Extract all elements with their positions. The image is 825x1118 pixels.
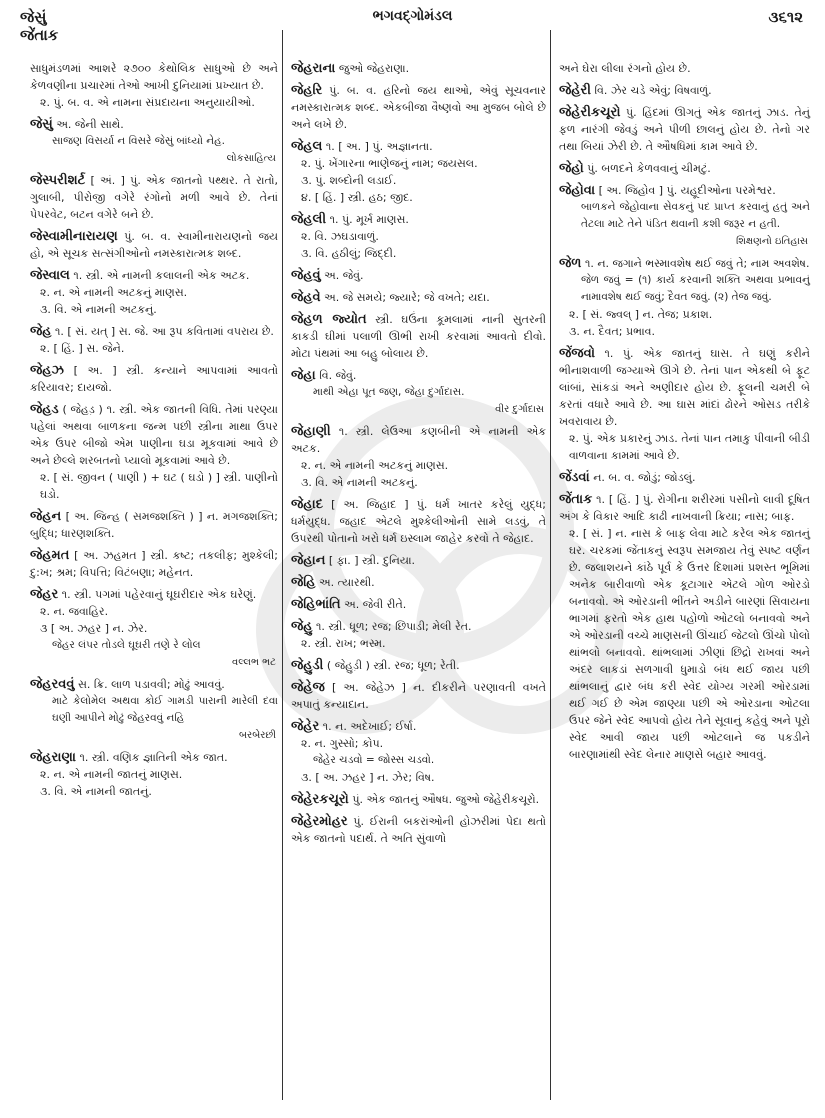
definition-text: [ અ. જેહેઝ ] ન. દીકરીને પરણાવતી વખતે અપાતું કન્યાદાન. [291,681,546,711]
dictionary-entry [30,172,278,223]
dictionary-entry [291,574,546,591]
dictionary-entry [30,116,278,167]
citation-quote: માથી એહા પૂત જણ, જેહા દુર્ગાદાસ. [313,386,465,398]
definition-text: [ અ. જિહાદ ] પું. ધર્મ ખાતર કરેલું યુદ્ધ; ધર્મયુદ્ધ. જહાદ એટલે મુશ્કેલીઓની સામે લડવું, તે ઉપરથી પોતાનો ખરો ધર્મ ઇસ્લામ જાહેર કરવો તે જેહાદ. [291,498,546,545]
dictionary-entry [291,596,546,613]
headword: જેહિભાંતિ [291,597,341,612]
entry-definition [559,104,810,155]
entry-definition [559,182,810,199]
sense-line: ૨. [ સં. જીવન ( પાણી ) + ઘટ ( ઘડો ) ] સ્ત્રી. પાણીનો ઘડો. [40,471,278,501]
dictionary-entry [291,657,546,674]
dictionary-entry [559,60,810,77]
dictionary-entry [30,267,278,318]
entry-definition [559,491,810,525]
definition-text: ( જેહુડ઼ી ) સ્ત્રી. રજ; ધૂળ; રેતી. [326,659,460,672]
definition-text: ૧. પું. એક જાતનું ઘાસ. તે ઘણું કરીને ભીનાશવાળી જગ્યાએ ઊગે છે. તેનાં પાન એકથી બે ફૂટ લાંબાં, સાંકડાં અને અણીદાર હોય છે. ફૂલની ચમરી બે કરતાં વધારે આવે છે. આ ઘાસ માંદાં ઢોરને ઓસડ તરીકે ખવરાવાય છે. [559,347,810,428]
headword: જેહુડી [291,658,324,673]
definition-text: ૧. [ હિં. ] પું. રોગીના શરીરમાં પસીનો લાવી દૂષિત અંગ કે વિકાર આદિ કાઢી નાખવાની ક્રિયા; નાસ; બાફ. [559,493,811,523]
entry-definition [291,267,546,284]
sense-line: ૩. વિ. હઠીલું; જિદ્દી. [301,247,397,260]
citation-quote: જેહર લંપર તોડલે ઘૂઘરી તણે રે લોલ [52,639,201,651]
definition-text: [ ફા. ] સ્ત્રી. દુનિયા. [328,554,416,567]
entry-definition [291,60,546,77]
headword: જેહ [30,324,52,339]
headword: જેસું [30,117,53,132]
dictionary-entry [30,508,278,542]
headword: જેહુ [291,619,313,634]
entry-definition [291,367,546,384]
definition-text: ૧. સ્ત્રી. એ નામની કલાલની એક અટક. [73,269,250,282]
headword: જેહરવવું [30,677,75,692]
headword: જેહેજ [291,680,325,695]
definition-text: વિ. જેવું. [319,369,357,382]
sense-line: ૩. વિ. એ નામની જાતનું. [40,785,152,798]
dictionary-entry [291,496,546,547]
sense-line: ૨. પું. ખેંગારના ભાણેજનું નામ; જયસલ. [301,157,478,170]
entry-definition [291,574,546,591]
dictionary-entry [559,255,810,340]
sense-line: ૨. ન. એ નામની અટકનું માણસ. [301,459,449,472]
sense-line: ૩. પું. શબ્દોની લડાઈ. [301,174,397,187]
entry-definition [559,160,810,177]
headword: જેંતાક [559,492,593,507]
definition-text: પું. ઈરાની બકરાંઓની હોઝરીમાં પેદા થતો એક જાતનો પદાર્થ. તે અતિ સુંવાળો [291,815,547,845]
entry-definition [291,813,546,847]
headword: જેહરાના [291,61,336,76]
definition-text: ન. બ. વ. જોડું; જોડલું. [593,471,696,484]
page-number: ૩૬૧૨ [768,8,803,26]
sense-line: ૨. ન. જવાહિર. [40,605,109,618]
headword: જેહેરમોહર [291,814,348,829]
entry-definition [559,82,810,99]
entry-definition [291,289,546,306]
sense-line: ૨. સ્ત્રી. રાખ; ભસ્મ. [301,637,386,650]
headword: જેહમત [30,548,70,563]
dictionary-entry [291,367,546,418]
dictionary-entry [30,676,278,744]
citation-source: વીર દુર્ગાદાસ [495,404,544,415]
entry-definition [291,679,546,713]
headword: જેહલી [291,212,327,227]
citation-quote: માટે કેલોમેલ અથવા કોઈ ગામડી પારાની મારેલી દવા ઘણી આપીને મોઢું જેહરવવું નહિ [52,695,278,724]
headword: જેહોવા [559,183,596,198]
citation-source: શિક્ષણનો ઇતિહાસ [735,236,808,247]
definition-text: વિ. ઝેર ચડે એવું; વિષવાળું. [594,84,712,97]
citation-quote: સાજણ વિસર્યા ન વિસરે જેસું બાંધ્યો નેહ. [52,135,225,147]
headword: જેહરાણા [30,750,76,765]
entry-definition [559,469,810,486]
headword: જેહાદ [291,497,323,512]
sense-line: ૪. [ હિં. ] સ્ત્રી. હઠ; જીદ. [301,191,413,204]
sense-line: ૩ [ અ. ઝહર ] ન. ઝેર. [40,622,148,635]
definition-text: [ અ. ઝહમત ] સ્ત્રી. કષ્ટ; તકલીફ; મુશ્કેલી; દુ:ખ; શ્રમ; વિપત્તિ; વિટંબણા; મહેનત. [30,549,278,579]
headword: જેહરિ [291,83,323,98]
entry-definition [30,323,278,340]
sense-line: ૨. [ સં. ] ન. નાસ કે બાફ લેવા માટે કરેલ એક જાતનું ઘર. ચરકમાં જેંતાકનું સ્વરૂપ સમજાય તેવું સ્પષ્ટ વર્ણન છે. જલાશયને કાંઠે પૂર્વ કે ઉત્તર દિશામાં પ્રશસ્ત ભૂમિમાં અનેક બારીવાળો એક કૂટાગાર એટલે ગોળ ઓરડો બનાવવો. એ ઓરડાની ભીંતને અડીને બારણાં સિવાયના ભાગમાં ફરતો એક હાથ પહોળો ઓટલો બનાવવો અને એ ઓરડાની વચ્ચે માણસની ઊંચાઈ જેટલો ઊંચો પોલો થાંભલો બનાવવો. થાંભલામાં ઝીણાં છિદ્રો રાખવાં અને અંદર લાકડાં સળગાવી ધુમાડો બંધ થઈ જાય પછી થાંભલાનું દ્વાર બંધ કરી સ્વેદ યોગ્ય ગરમી ઓરડામાં થઈ ગઈ છે એમ જાણ્યા પછી એ ઓરડાના ઓટલા ઉપર જેને સ્વેદ આપવો હોય તેને સૂવાનું કહેવું અને પૂરો સ્વેદ આવી જાય પછી ઓટલાને જ પકડીને બારણામાંથી સ્વેદ લેનાર માણસે બહાર આવવું. [569,527,810,761]
definition-text: અ. જેવી રીતે. [344,598,407,611]
sense-line: ૨. ન. એ નામની જાતનું માણસ. [40,768,183,781]
headword: જેહો [559,161,584,176]
dictionary-entry [30,60,278,111]
definition-text: પું. બળદને કેળવવાનું ચીમટું. [587,162,711,175]
definition-text: [ અ. જિહોવ ] પું. યહૂદીઓના પરમેશ્વર. [598,184,776,197]
headword: જેસ્વામીનારાયણ [30,229,118,244]
citation-quote: બાળકને જેહોવાના સેવકનું પદ પ્રાપ્ત કરવાનું હતું અને તેટલા માટે તેને પંડિત થવાની કશી જરૂર ન હતી. [581,201,810,230]
citation-quote: જેહેર ચડવો = જોસ્સ ચડવો. [313,754,435,766]
dictionary-entry [559,491,810,763]
definition-text: પું. એક જાતનું ઔષધ. જુઓ જેહેરીકચૂરો. [352,793,540,806]
entry-definition [291,618,546,635]
headword: જેહિ [291,575,316,590]
entry-definition [30,116,278,133]
dictionary-entry [559,82,810,99]
entry-definition [30,362,278,396]
dictionary-entry [291,718,546,786]
headword: જેહવે [291,290,321,305]
definition-text: પું. બ. વ. સ્વામીનારાયણનો જય હો, એ સૂચક સત્સંગીઓનો નમસ્કારાત્મક શબ્દ. [30,230,278,260]
sense-line: ૩. ન. દૈવત; પ્રભાવ. [569,325,655,338]
entry-definition [291,552,546,569]
sense-line: ૩. [ અ. ઝહર ] ન. ઝેર; વિષ. [301,771,435,784]
headword: જેસ્વાલ [30,268,70,283]
headword: જેહેરીકચૂરો [559,105,621,120]
entry-definition [30,586,278,603]
entry-definition [291,596,546,613]
entry-definition [291,82,546,133]
entry-definition [291,423,546,457]
dictionary-entry [559,182,810,250]
definition-text: પું. બ. વ. હરિનો જય થાઓ, એવું સૂચવનાર નમસ્કારાત્મક શબ્દ. એકબીજા વૈષ્ણવો આ મુજબ બોલે છે અને લખે છે. [291,84,546,131]
dictionary-entry [291,813,546,847]
citation-quote: જેળ જવું = (૧) કાર્ય કરવાની શક્તિ અથવા પ્રભાવનું નામાવશેષ થઈ જવું; દૈવત જવું. (૨) તેજ જવું. [581,274,810,303]
definition-text: ૧. પું. મૂર્ખ માણસ. [329,213,409,226]
sense-line: ૨. પું. એક પ્રકારનું ઝાડ. તેનાં પાન તમાકુ પીવાની બીડી વાળવાના કામમાં આવે છે. [569,432,810,462]
headword: જેહઝ [30,363,64,378]
headword: જેસ્પરીશર્ટ [30,173,86,188]
continued-text: સાધુમંડળમાં આશરે ૨૭૦૦ કેથોલિક સાધુઓ છે અને કેળવણીના પ્રચારમાં તેઓ આખી દુનિયામાં પ્રખ્યાત છે. [30,62,278,92]
definition-text: ૧. ન. અદેખાઈ; ઈર્ષા. [322,720,417,733]
column-2 [282,30,550,1100]
guide-word-first: જેસું [20,8,47,26]
entry-definition [291,657,546,674]
dictionary-entry [291,791,546,808]
dictionary-entry [291,423,546,491]
dictionary-entry [30,401,278,503]
entry-definition [291,211,546,228]
definition-text: પું. હિંદમાં ઊગતું એક જાતનું ઝાડ. તેનું ફળ નારંગી જેવડું અને પીળી છાલનું હોય છે. તેનો ગર તથા બિયાં ઝેરી છે. તે ઔષધિમાં કામ આવે છે. [559,106,810,153]
sense-line: ૩. વિ. એ નામની અટકનું. [40,303,157,316]
entry-definition [559,345,810,430]
definition-text: ૧. સ્ત્રી. લેઉઆ કણબીની એ નામની એક અટક. [291,425,547,455]
headword: જેહાન [291,553,326,568]
headword: જેહવું [291,268,321,283]
continued-text: ૨. પું. બ. વ. એ નામના સંપ્રદાયના અનુયાયીઓ. [40,96,255,109]
definition-text: સ. ક્રિ. લાળ પડાવવી; મોઢું આવવું. [77,678,225,691]
dictionary-entry [291,552,546,569]
definition-text: ૧. સ્ત્રી. ધૂળ; રજ; છિપાડી; મેલી રેત. [316,620,472,633]
dictionary-entry [30,586,278,671]
definition-text: અ. ત્યારથી. [318,576,375,589]
entry-definition [30,228,278,262]
headword: જેહેરી [559,83,591,98]
definition-text: ( જેહડ઼ ) ૧. સ્ત્રી. એક જાતની વિધિ. તેમાં પરણ્યા પહેલાં અથવા બાળકના જન્મ પછી સ્ત્રીના માથા ઉપર એક ઉપર બીજો એમ પાણીના ઘડા મૂકવામાં આવે છે અને છેલ્લે શરબતનો પ્યાલો મૂકવામાં આવે છે. [30,403,278,467]
dictionary-entry [291,289,546,306]
definition-text: ૧. [ અ. ] પું. અજ્ઞાનતા. [325,140,433,153]
sense-line: ૨. [ સં. જ્વલ્ ] ન. તેજ; પ્રકાશ. [569,308,713,321]
headword: જેહાણી [291,424,331,439]
sense-line: ૨. [ હિં. ] સ. જેને. [40,342,125,355]
sense-line: ૩. વિ. એ નામની અટકનું. [301,476,418,489]
entry-definition [30,547,278,581]
headword: જેહર [30,587,59,602]
dictionary-entry [30,547,278,581]
definition-text: [ અં. ] પું. એક જાતનો પથ્થર. તે રાતો, ગુલાબી, પીરોજી વગેરે રંગોનો મળી આવે છે. તેનાં પેપરવેટ, બટન વગેરે બને છે. [30,174,278,221]
definition-text: અ. જેવું. [324,269,364,282]
definition-text: ૧. [ સં. યત્ ] સ. જે. આ રૂપ કવિતામાં વપરાય છે. [55,325,274,338]
definition-text: ૧. સ્ત્રી. પગમાં પહેરવાનું ઘૂઘરીદાર એક ઘરેણું. [61,588,257,601]
citation-source: બરબેરછી [239,730,276,741]
definition-text: અ. જે સમયે; જ્યારે; જે વખતે; યદા. [324,291,490,304]
column-1 [14,60,282,1100]
headword: જેંડવાં [559,470,590,485]
headword: જેંજવો [559,346,595,361]
citation-source: લોકસાહિત્ય [226,153,276,164]
headword: જેહડ [30,402,59,417]
entry-definition [291,311,546,362]
entry-definition [30,508,278,542]
headword: જેહન [30,509,62,524]
dictionary-entry [30,323,278,357]
dictionary-entry [291,267,546,284]
entry-definition [30,401,278,469]
entry-definition [559,255,810,272]
dictionary-entry [291,311,546,362]
entry-definition [291,718,546,735]
dictionary-entry [559,345,810,464]
sense-line: ૨. વિ. ઝઘડાવાળું. [301,230,379,243]
definition-text: જુઓ જેહરાણા. [338,62,410,75]
dictionary-entry [291,211,546,262]
dictionary-entry [559,104,810,155]
entry-definition [291,138,546,155]
dictionary-entry [30,749,278,800]
definition-text: ૧. સ્ત્રી. વણિક જ્ઞાતિની એક જાત. [79,751,228,764]
guide-word-last: જેંતાક [20,26,59,44]
headword: જેહા [291,368,316,383]
entry-definition [291,791,546,808]
dictionary-entry [559,469,810,486]
definition-text: ૧. ન. જગાને ભસ્માવશેષ થઈ જવું તે; નામ અવશેષ. [584,257,810,270]
entry-definition [30,172,278,223]
entry-definition [291,496,546,547]
sense-line: ૨. ન. ગુસ્સો; કોપ. [301,737,384,750]
definition-text: અ. જેની સાથે. [56,118,124,131]
definition-text: [ અ. જિન્હ ( સમજશક્તિ ) ] ન. મગજશક્તિ; બુદ્ધિ; ધારણશક્તિ. [30,510,278,540]
dictionary-entry [30,362,278,396]
dictionary-columns [14,60,814,1100]
book-title: ભગવદ્ગોમંડલ [372,8,453,24]
headword: જેહલ [291,139,323,154]
dictionary-entry [291,138,546,206]
continued-text: અને ઘેરા લીલા રંગનો હોય છે. [559,62,691,75]
headword: જેળ [559,256,582,271]
entry-definition [30,267,278,284]
sense-line: ૨. ન. એ નામની અટકનું માણસ. [40,286,188,299]
column-3 [550,30,814,1100]
entry-definition [30,676,278,693]
dictionary-entry [30,228,278,262]
entry-definition [30,749,278,766]
dictionary-entry [291,679,546,713]
dictionary-entry [291,82,546,133]
dictionary-entry [559,160,810,177]
definition-text: સ્ત્રી. ઘઉંના કૂમલામાં નાની સુતરની કાકડી ઘીમાં પલાળી ઊભી રાખી કરવામાં આવતો દીવો. મોટા પંથમાં આ બહુ બોલાય છે. [291,313,546,360]
headword: જેહળ જ્યોત [291,312,367,327]
dictionary-entry [291,60,546,77]
citation-source: વલ્લભ ભટ [232,657,276,668]
dictionary-entry [291,618,546,652]
definition-text: [ અ. ] સ્ત્રી. કન્યાને આપવામાં આવતો કરિયાવર; દાયજો. [30,364,278,394]
headword: જેહેરકચૂરો [291,792,349,807]
headword: જેહેર [291,719,320,734]
